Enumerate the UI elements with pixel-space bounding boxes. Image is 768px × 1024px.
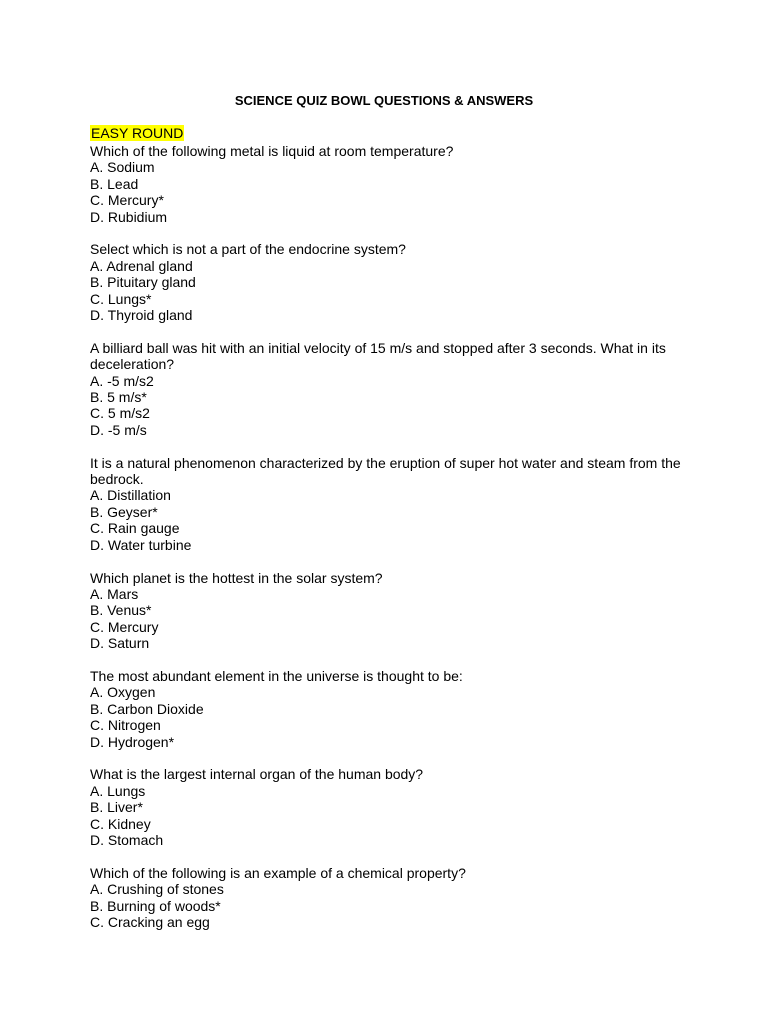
answer-option: B. Liver* — [90, 799, 143, 816]
answer-option: D. Thyroid gland — [90, 307, 193, 324]
answer-option: D. Saturn — [90, 635, 150, 652]
answer-option: D. Hydrogen* — [90, 733, 175, 750]
answer-option: B. Burning of woods* — [90, 897, 221, 914]
answer-option: A. Mars — [90, 585, 139, 602]
question-item — [90, 865, 688, 931]
answer-option: A. Sodium — [90, 159, 155, 176]
answer-option: A. Lungs — [90, 782, 146, 799]
answer-option: D. Water turbine — [90, 536, 192, 553]
answer-option: C. Nitrogen — [90, 717, 161, 734]
question-text: Which planet is the hottest in the solar system? — [90, 569, 383, 586]
question-item — [90, 340, 688, 438]
question-text: Which of the following is an example of a chemical property? — [90, 864, 466, 881]
question-item — [90, 570, 688, 652]
answer-option: C. Mercury — [90, 618, 159, 635]
document-title: SCIENCE QUIZ BOWL QUESTIONS & ANSWERS — [234, 93, 534, 108]
question-item — [90, 241, 688, 323]
round-label-wrapper — [90, 125, 688, 143]
round-label: EASY ROUND — [91, 125, 184, 141]
question-text: A billiard ball was hit with an initial velocity of 15 m/s and stopped after 3 seconds. What in its deceleration? — [90, 339, 666, 373]
answer-option: D. Rubidium — [90, 208, 168, 225]
question-text: Which of the following metal is liquid at room temperature? — [90, 143, 454, 159]
question-item — [90, 766, 688, 848]
answer-option: B. Venus* — [90, 602, 152, 619]
question-item — [90, 668, 688, 750]
answer-option: D. Stomach — [90, 831, 164, 848]
question-text: It is a natural phenomenon characterized by the eruption of super hot water and steam from the bedrock. — [90, 454, 681, 488]
question-text: The most abundant element in the universe is thought to be: — [90, 667, 463, 684]
answer-option: A. -5 m/s2 — [90, 372, 154, 389]
answer-option: B. Pituitary gland — [90, 274, 196, 291]
answer-option: B. Carbon Dioxide — [90, 700, 204, 717]
answer-option: A. Adrenal gland — [90, 257, 193, 274]
answer-option: C. Cracking an egg — [90, 913, 210, 930]
answer-option: D. -5 m/s — [90, 421, 147, 438]
answer-option: C. Kidney — [90, 815, 151, 832]
question-item — [90, 143, 688, 225]
answer-option: B. Lead — [90, 175, 139, 192]
question-list — [90, 143, 688, 930]
answer-option: A. Crushing of stones — [90, 881, 224, 898]
answer-option: A. Oxygen — [90, 684, 156, 701]
answer-option: C. Rain gauge — [90, 520, 180, 537]
answer-option: C. 5 m/s2 — [90, 405, 150, 422]
answer-option: B. Geyser* — [90, 503, 158, 520]
answer-option: A. Distillation — [90, 487, 171, 504]
answer-option: C. Lungs* — [90, 290, 152, 307]
question-item — [90, 455, 688, 553]
question-text: Select which is not a part of the endocrine system? — [90, 241, 406, 258]
question-text: What is the largest internal organ of the human body? — [90, 766, 424, 783]
answer-option: B. 5 m/s* — [90, 389, 147, 406]
answer-option: C. Mercury* — [90, 192, 164, 209]
